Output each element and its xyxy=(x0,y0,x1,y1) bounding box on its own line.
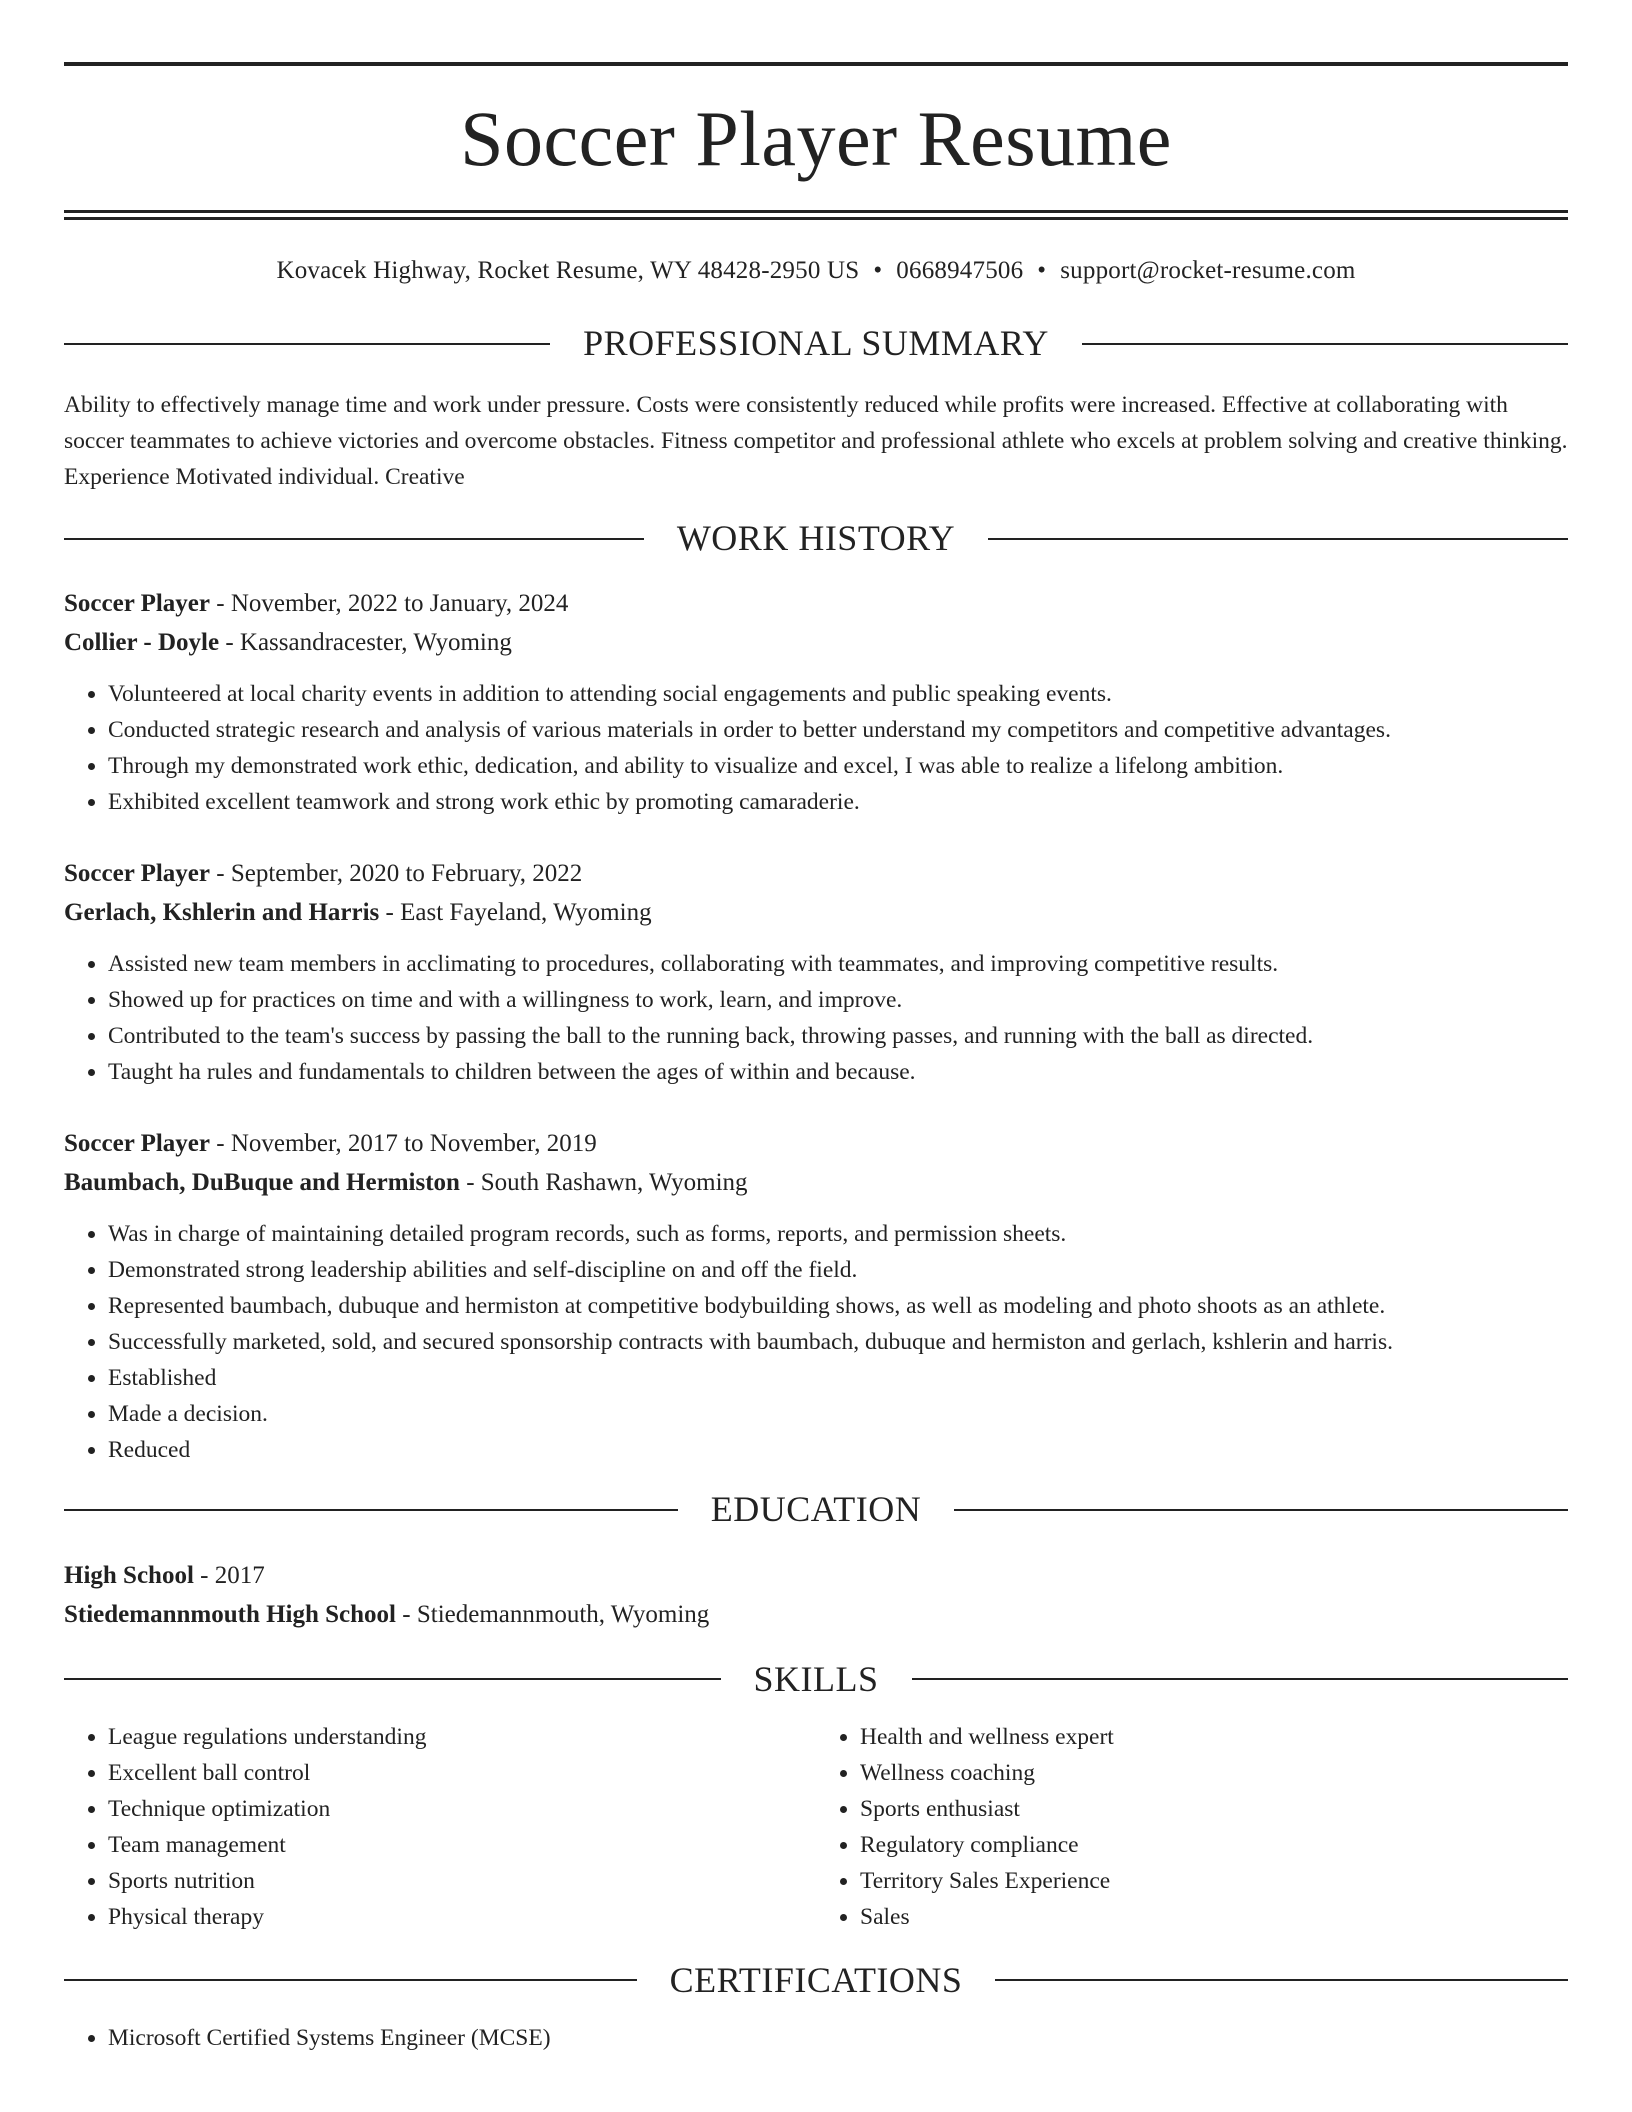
contact-separator: • xyxy=(873,257,883,284)
job-bullet: • Contributed to the team's success by passing the ball to the running back, throwing passes, and running with the ball as directed. xyxy=(108,1018,1568,1054)
heading-rule-left xyxy=(64,1979,637,1981)
heading-rule-left xyxy=(64,1509,678,1511)
heading-rule-left xyxy=(64,538,644,540)
job-bullet: • Represented baumbach, dubuque and hermiston at competitive bodybuilding shows, as well as modeling and photo shoots as an athlete. xyxy=(108,1288,1568,1324)
job-company-line xyxy=(64,1163,1568,1202)
contact-email: support@rocket-resume.com xyxy=(1060,257,1356,284)
section-title-skills: SKILLS xyxy=(753,1658,879,1699)
job-bullet: • Demonstrated strong leadership abilities and self-discipline on and off the field. xyxy=(108,1252,1568,1288)
certifications-list xyxy=(64,2020,1568,2056)
job-company-line xyxy=(64,623,1568,662)
education-school: Stiedemannmouth High School xyxy=(64,1600,397,1628)
heading-rule-right xyxy=(1082,343,1568,345)
contact-address: Kovacek Highway, Rocket Resume, WY 48428-2950 US xyxy=(276,257,860,284)
job-location: - South Rashawn, Wyoming xyxy=(459,1169,748,1197)
skill-item: • Health and wellness expert xyxy=(860,1719,1568,1755)
job-bullet: • Taught ha rules and fundamentals to children between the ages of within and because. xyxy=(108,1054,1568,1090)
education-entry xyxy=(64,1556,1568,1634)
skills-list-left xyxy=(64,1719,816,1935)
skill-item: • Territory Sales Experience xyxy=(860,1863,1568,1899)
contact-line xyxy=(64,256,1568,286)
job-dates: - November, 2022 to January, 2024 xyxy=(210,590,569,618)
job-bullet: • Established xyxy=(108,1360,1568,1396)
job-company: Baumbach, DuBuque and Hermiston xyxy=(64,1169,460,1197)
skill-item: • Excellent ball control xyxy=(108,1755,816,1791)
job-bullet: • Volunteered at local charity events in addition to attending social engagements and public speaking events. xyxy=(108,676,1568,712)
job-bullet: • Through my demonstrated work ethic, dedication, and ability to visualize and excel, I was able to realize a lifelong ambition. xyxy=(108,748,1568,784)
skill-item: • Team management xyxy=(108,1827,816,1863)
section-title-education: EDUCATION xyxy=(710,1489,922,1530)
skill-item: • Physical therapy xyxy=(108,1899,816,1935)
job-company: Gerlach, Kshlerin and Harris xyxy=(64,899,380,927)
skill-item: • Regulatory compliance xyxy=(860,1827,1568,1863)
section-heading-certifications xyxy=(64,1959,1568,2002)
skill-item: • Technique optimization xyxy=(108,1791,816,1827)
job-title-line xyxy=(64,584,1568,623)
education-school-line xyxy=(64,1595,1568,1634)
title-double-rule xyxy=(64,210,1568,220)
heading-rule-right xyxy=(954,1509,1568,1511)
job-bullet: • Conducted strategic research and analysis of various materials in order to better understand my competitors and competitive advantages. xyxy=(108,712,1568,748)
section-heading-education xyxy=(64,1488,1568,1531)
job-company: Collier - Doyle xyxy=(64,629,220,657)
job-entry xyxy=(64,584,1568,820)
job-bullet: • Exhibited excellent teamwork and strong work ethic by promoting camaraderie. xyxy=(108,784,1568,820)
job-bullet: • Made a decision. xyxy=(108,1396,1568,1432)
job-bullet: • Assisted new team members in acclimating to procedures, collaborating with teammates, and improving competitive results. xyxy=(108,946,1568,982)
job-dates: - November, 2017 to November, 2019 xyxy=(210,1130,597,1158)
job-title: Soccer Player xyxy=(64,590,210,618)
education-degree: High School xyxy=(64,1561,194,1589)
certification-item: • Microsoft Certified Systems Engineer (MCSE) xyxy=(108,2020,1568,2056)
job-bullets xyxy=(64,946,1568,1090)
job-location: - East Fayeland, Wyoming xyxy=(379,899,652,927)
job-title: Soccer Player xyxy=(64,860,210,888)
certifications-entry xyxy=(64,2020,1568,2056)
heading-rule-right xyxy=(988,538,1568,540)
job-title-line xyxy=(64,854,1568,893)
skill-item: • League regulations understanding xyxy=(108,1719,816,1755)
education-degree-line xyxy=(64,1556,1568,1595)
skill-item: • Sports enthusiast xyxy=(860,1791,1568,1827)
heading-rule-right xyxy=(912,1678,1569,1680)
job-title: Soccer Player xyxy=(64,1130,210,1158)
job-entry xyxy=(64,854,1568,1090)
education-year: - 2017 xyxy=(193,1561,265,1589)
section-title-summary: PROFESSIONAL SUMMARY xyxy=(583,323,1049,363)
section-title-work-history: WORK HISTORY xyxy=(676,518,956,559)
contact-separator: • xyxy=(1037,257,1047,284)
section-heading-skills xyxy=(64,1658,1568,1701)
job-dates: - September, 2020 to February, 2022 xyxy=(210,860,583,888)
section-heading-summary xyxy=(64,322,1568,365)
top-rule xyxy=(64,62,1568,66)
job-title-line xyxy=(64,1124,1568,1163)
skill-item: • Wellness coaching xyxy=(860,1755,1568,1791)
contact-phone: 0668947506 xyxy=(896,257,1024,284)
job-bullet: • Showed up for practices on time and with a willingness to work, learn, and improve. xyxy=(108,982,1568,1018)
heading-rule-right xyxy=(995,1979,1568,1981)
job-bullet: • Successfully marketed, sold, and secured sponsorship contracts with baumbach, dubuque and hermiston and gerlach, kshlerin and harris. xyxy=(108,1324,1568,1360)
heading-rule-left xyxy=(64,343,550,345)
section-heading-work-history xyxy=(64,517,1568,560)
skills-list-right xyxy=(816,1719,1568,1935)
heading-rule-left xyxy=(64,1678,721,1680)
job-bullets xyxy=(64,1216,1568,1468)
section-title-certifications: CERTIFICATIONS xyxy=(669,1959,963,2000)
job-bullet: • Reduced xyxy=(108,1432,1568,1468)
skill-item: • Sports nutrition xyxy=(108,1863,816,1899)
skills-columns xyxy=(64,1719,1568,1935)
job-location: - Kassandracester, Wyoming xyxy=(219,629,512,657)
education-location: - Stiedemannmouth, Wyoming xyxy=(396,1600,710,1628)
summary-text: Ability to effectively manage time and work under pressure. Costs were consistently reduced while profits were increased. Effective at collaborating with soccer teammates to achieve victories and overcome obstacles. Fitness competitor and professional athlete who excels at problem solving and creative thinking. Experience Motivated individual. Creative xyxy=(64,392,1568,491)
job-entry xyxy=(64,1124,1568,1468)
job-bullets xyxy=(64,676,1568,820)
skill-item: • Sales xyxy=(860,1899,1568,1935)
job-company-line xyxy=(64,893,1568,932)
job-bullet: • Was in charge of maintaining detailed program records, such as forms, reports, and permission sheets. xyxy=(108,1216,1568,1252)
resume-title: Soccer Player Resume xyxy=(460,95,1172,182)
